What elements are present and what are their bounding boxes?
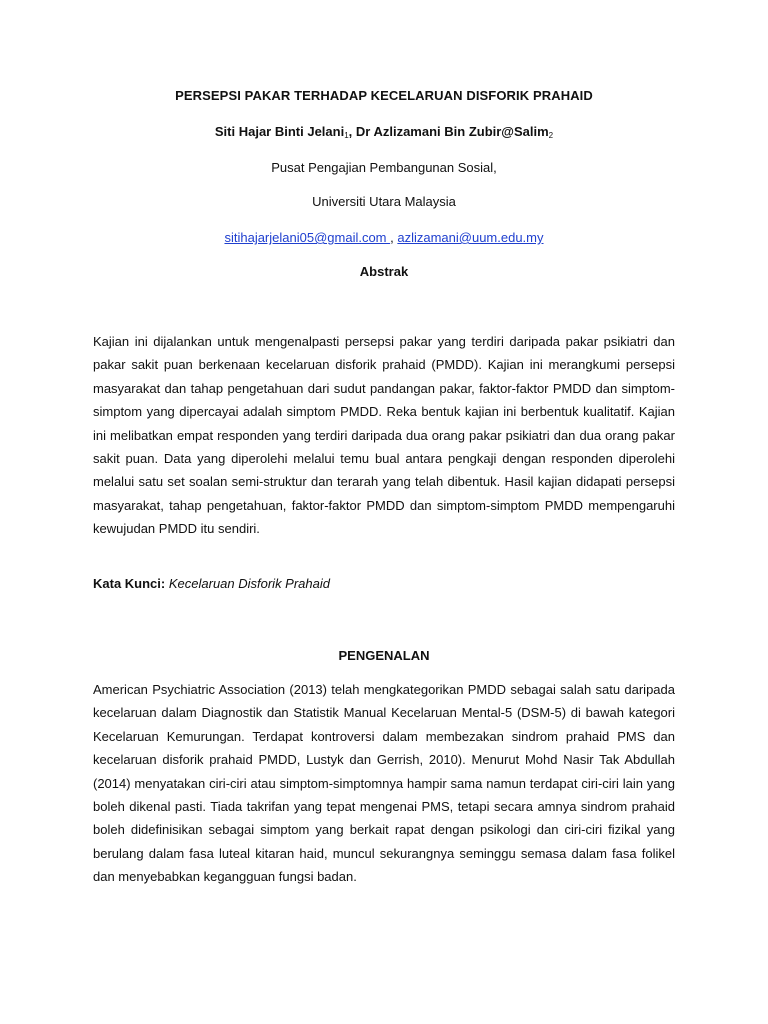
keywords-label: Kata Kunci: <box>93 576 166 591</box>
keywords-line <box>93 576 330 592</box>
author-2-name: Dr Azlizamani Bin Zubir@Salim <box>355 124 549 139</box>
email-link-author-2[interactable]: azlizamani@uum.edu.my <box>397 230 544 245</box>
university: Universiti Utara Malaysia <box>312 194 456 209</box>
introduction-heading: PENGENALAN <box>338 648 430 663</box>
author-1-name: Siti Hajar Binti Jelani <box>214 124 345 139</box>
abstract-heading: Abstrak <box>359 264 409 279</box>
paper-title: PERSEPSI PAKAR TERHADAP KECELARUAN DISFORIK PRAHAID <box>175 88 593 103</box>
introduction-paragraph: American Psychiatric Association (2013) telah mengkategorikan PMDD sebagai salah satu daripada kecelaruan dalam Diagnostik dan Statistik Manual Kecelaruan Mental-5 (DSM-5) di bawah kategori Kecelaruan Kemurungan. Terdapat kontroversi dalam membezakan sindrom prahaid PMS dan kecelaruan disforik prahaid PMDD, Lustyk dan Gerrish, 2010). Menurut Mohd Nasir Tak Abdullah (2014) menyatakan ciri-ciri atau simptom-simptomnya hampir sama namun terdapat ciri-ciri lain yang boleh dikenal pasti. Tiada takrifan yang tepat mengenai PMS, tetapi secara amnya sindrom prahaid boleh didefinisikan sebagai simptom yang berkait rapat dengan psikologi dan ciri-ciri fizikal yang berulang dalam fasa luteal kitaran haid, muncul sekurangnya seminggu semasa dalam fasa folikel dan menyebabkan kegangguan fungsi badan. <box>93 682 675 885</box>
abstract-paragraph: Kajian ini dijalankan untuk mengenalpasti persepsi pakar yang terdiri daripada pakar psikiatri dan pakar sakit puan berkenaan kecelaruan disforik prahaid (PMDD). Kajian ini merangkumi persepsi masyarakat dan tahap pengetahuan dari sudut pandangan pakar, faktor-faktor PMDD dan simptom-simptom yang dipercayai adalah simptom PMDD. Reka bentuk kajian ini berbentuk kualitatif. Kajian ini melibatkan empat responden yang terdiri daripada dua orang pakar psikiatri dan dua orang pakar sakit puan. Data yang diperolehi melalui temu bual antara pengkaji dengan responden diperolehi melalui satu set soalan semi-struktur dan terarah yang telah dibentuk. Hasil kajian didapati persepsi masyarakat, tahap pengetahuan, faktor-faktor PMDD dan simptom-simptom PMDD mempengaruhi kewujudan PMDD itu sendiri. <box>93 334 675 537</box>
email-line <box>0 230 768 246</box>
keywords-value: Kecelaruan Disforik Prahaid <box>168 576 330 591</box>
affiliation: Pusat Pengajian Pembangunan Sosial, <box>271 160 497 175</box>
author-1-affiliation-marker: 1 <box>344 131 349 140</box>
author-separator: , <box>348 124 356 139</box>
author-line <box>0 124 768 144</box>
email-separator: , <box>390 230 398 245</box>
author-2-affiliation-marker: 2 <box>548 131 554 140</box>
email-link-author-1[interactable]: sitihajarjelani05@gmail.com <box>224 230 391 245</box>
